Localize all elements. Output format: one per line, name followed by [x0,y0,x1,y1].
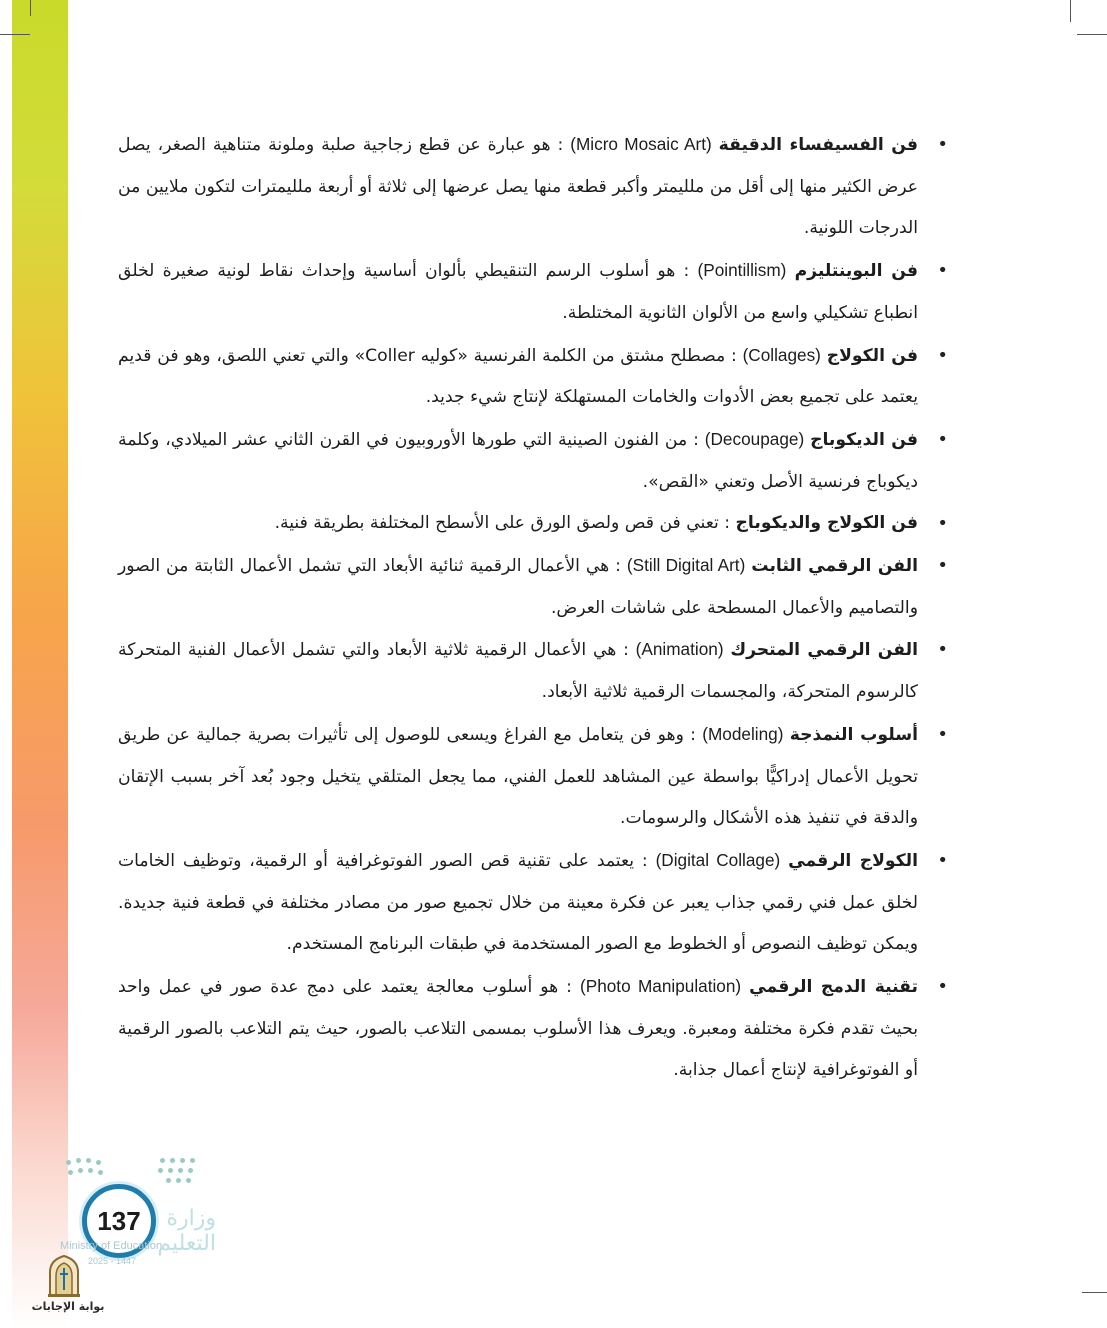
definition-term: تقنية الدمج الرقمي [749,977,918,998]
bullet-icon: • [937,639,948,661]
definition-item [118,250,948,334]
bullet-icon: • [937,976,948,998]
definition-body: : هو أسلوب الرسم التنقيطي بألوان أساسية وإحداث نقاط لونية صغيرة لخلق انطباع تشكيلي واسع من الألوان الثانوية المختلطة. [118,261,918,323]
watermark-label: بوابة الإجابات [31,1300,105,1313]
crop-mark [0,34,30,35]
definition-english: (Still Digital Art) [626,555,746,576]
bullet-icon: • [937,723,948,745]
ministry-name-english: Ministry of Education [60,1240,163,1252]
definition-english: (Digital Collage) [655,849,781,870]
gate-icon [44,1254,84,1298]
crop-mark [1082,1292,1107,1293]
decorative-sidebar [12,0,68,1328]
definition-item [118,629,948,713]
definition-body: : وهو فن يتعامل مع الفراغ ويسعى للوصول إلى تأثيرات بصرية جمالية عن طريق تحويل الأعمال إدراكيًّا بواسطة عين المشاهد للعمل الفني، مما يجعل المتلقي يتخيل وجود بُعد آخر بسبب الإتقان والدقة في تنفيذ هذه الأشكال والرسومات. [118,724,918,829]
definition-term: الفن الرقمي الثابت [751,556,918,577]
definition-term: فن الديكوباج [810,429,919,450]
definition-term: أسلوب النمذجة [789,724,919,745]
definition-term: فن الفسيفساء الدقيقة [718,135,919,155]
definition-term: فن الكولاج [826,345,919,366]
definition-english: (Pointillism) [697,260,787,281]
definition-term: فن البوينتليزم [794,261,918,282]
bullet-icon: • [937,849,948,871]
definition-body: : هو عبارة عن قطع زجاجية صلبة وملونة متناهية الصغر، يصل عرض الكثير منها إلى أقل من ملليمتر وأكبر قطعة منها يصل عرضها إلى ثلاثة أو أربعة ملليمترات لتكون ملايين من الدرجات اللونية. [118,135,918,239]
definition-item [118,966,948,1092]
definition-english: (Animation) [635,639,724,660]
bullet-icon: • [937,344,948,366]
definition-item [118,840,948,966]
definition-item [118,419,948,503]
definition-item [118,545,948,629]
definition-item [118,124,948,250]
definition-body: : يعتمد على تقنية قص الصور الفوتوغرافية أو الرقمية، وتوظيف الخامات لخلق عمل فني رقمي جذاب يعبر عن فكرة معينة من خلال تجميع صور من مصادر مختلفة في قطعة فنية جديدة. ويمكن توظيف النصوص أو الخطوط مع الصور المستخدمة في طبقات البرنامج المستخدم. [118,850,918,955]
definition-body: : تعني فن قص ولصق الورق على الأسطح المختلفة بطريقة فنية. [274,513,731,534]
definition-body: : هي الأعمال الرقمية ثنائية الأبعاد التي تشمل الأعمال الثابتة من الصور والتصاميم والأعمال المسطحة على شاشات العرض. [118,556,918,618]
crop-mark [30,0,31,16]
crop-mark [1070,0,1071,22]
bullet-icon: • [937,134,948,155]
definition-body: : من الفنون الصينية التي طورها الأوروبيون في القرن الثاني عشر الميلادي، وكلمة ديكوباج فرنسية الأصل وتعني «القص». [118,429,918,492]
definition-item [118,335,948,419]
bullet-icon: • [937,260,948,282]
bullet-icon: • [937,428,948,450]
definition-term: الكولاج الرقمي [788,850,918,871]
definition-body: : هو أسلوب معالجة يعتمد على دمج عدة صور في عمل واحد بحيث تقدم فكرة مختلفة ومعبرة. ويعرف هذا الأسلوب بمسمى التلاعب بالصور، حيث يتم التلاعب بالصور الرقمية أو الفوتوغرافية لإنتاج أعمال جذابة. [118,977,918,1081]
definition-english: (Modeling) [702,723,784,744]
definition-english: (Decoupage) [704,428,805,449]
bullet-icon: • [937,513,948,535]
definition-term: فن الكولاج والديكوباج [735,513,918,534]
definition-body: : هي الأعمال الرقمية ثلاثية الأبعاد والتي تشمل الأعمال الفنية المتحركة كالرسوم المتحركة، والمجسمات الرقمية ثلاثية الأبعاد. [118,640,918,703]
definition-item [118,503,948,545]
definitions-list [118,124,948,1092]
definition-english: (Collages) [742,344,821,365]
ministry-name-arabic: وزارة التعليم [157,1206,216,1256]
definition-body: : مصطلح مشتق من الكلمة الفرنسية «كوليه Coller» والتي تعني اللصق، وهو فن قديم يعتمد على تجميع بعض الأدوات والخامات المستهلكة لإنتاج شيء جديد. [118,345,918,408]
crop-mark [1077,34,1107,35]
ministry-year: 2025 - 1447 [88,1256,137,1266]
page-number: 137 [82,1184,156,1258]
definition-term: الفن الرقمي المتحرك [730,640,918,661]
definition-item [118,714,948,840]
definition-english: (Micro Mosaic Art) [570,134,712,154]
watermark-logo [28,1254,108,1324]
bullet-icon: • [937,555,948,577]
definition-english: (Photo Manipulation) [580,976,742,997]
